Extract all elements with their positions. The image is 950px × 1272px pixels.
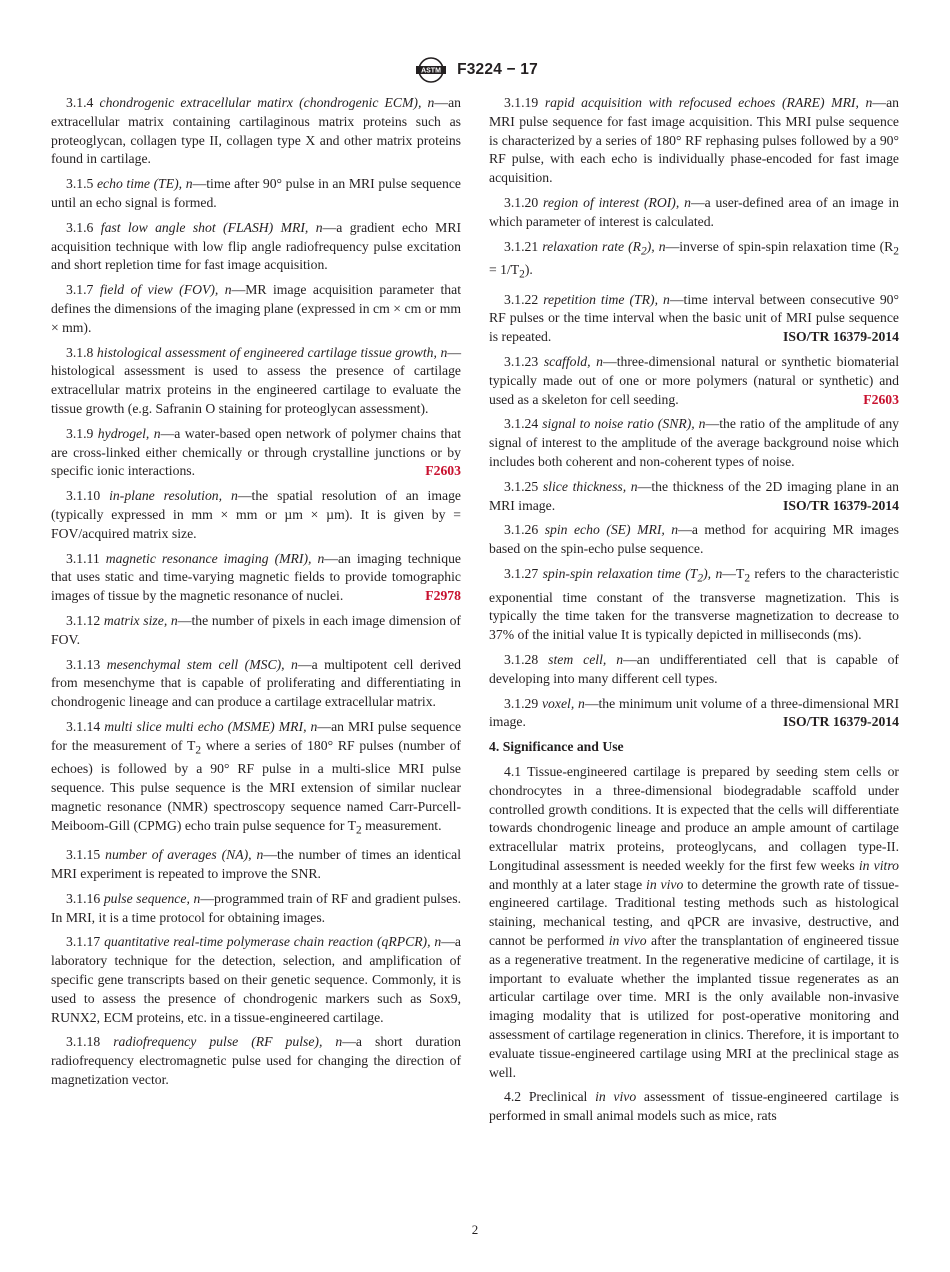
definition-3-1-5: 3.1.5 echo time (TE), n—time after 90° pulse in an MRI pulse sequence until an echo signal is formed. (51, 176, 461, 210)
definition-3-1-7: 3.1.7 field of view (FOV), n—MR image acquisition parameter that defines the dimensions of the imaging plane (expressed in cm × cm or mm × mm). (51, 282, 462, 335)
definition-3-1-15: 3.1.15 number of averages (NA), n—the number of times an identical MRI experiment is repeated to improve the SNR. (51, 847, 461, 881)
standard-reference: F2603 (863, 391, 899, 407)
definition-3-1-10: 3.1.10 in-plane resolution, n—the spatial resolution of an image (typically expressed in mm × mm or µm × µm). It is given by = FOV/acquired matrix size. (51, 488, 461, 541)
logo-text: ASTM (421, 67, 441, 75)
definition-3-1-11: 3.1.11 magnetic resonance imaging (MRI), n—an imaging technique that uses static and time-varying magnetic fields to provide tomographic images of tissue by the magnetic resonance of nuclei. F2978 (51, 550, 461, 606)
definition-3-1-28: 3.1.28 stem cell, n—an undifferentiated cell that is capable of developing into many different cell types. (489, 651, 899, 686)
document-id: F3224 − 17 (457, 61, 538, 78)
standard-reference: F2978 (425, 588, 461, 604)
definition-3-1-18: 3.1.18 radiofrequency pulse (RF pulse), n—a short duration radiofrequency electromagnetic pulse used for changing the direction of magnetization vector. (51, 1034, 461, 1087)
page-header (0, 57, 950, 83)
astm-logo-icon (412, 57, 450, 83)
definition-3-1-4: 3.1.4 chondrogenic extracellular matirx (chondrogenic ECM), n—an extracellular matrix containing cartilaginous matrix proteins such as proteoglycan, collagen type II, collagen type X and other matrix proteins found in cartilage. (51, 95, 462, 167)
definition-3-1-12: 3.1.12 matrix size, n—the number of pixels in each image dimension of FOV. (51, 612, 461, 647)
standard-reference: ISO/TR 16379-2014 (783, 329, 899, 345)
definition-3-1-23: 3.1.23 scaffold, n—three-dimensional natural or synthetic biomaterial typically made out of one or more polymers (natural or synthetic) and used as a skeleton for cell seeding. F2603 (489, 353, 899, 409)
definition-3-1-6: 3.1.6 fast low angle shot (FLASH) MRI, n—a gradient echo MRI acquisition technique with low flip angle radiofrequency pulse excitation and short repletion time for fast image acquisition. (51, 219, 462, 273)
definition-3-1-29: 3.1.29 voxel, n—the minimum unit volume of a three-dimensional MRI image. ISO/TR 16379-2014 (489, 695, 899, 733)
left-column (51, 94, 461, 1096)
definition-3-1-25: 3.1.25 slice thickness, n—the thickness of the 2D imaging plane in an MRI image. ISO/TR 16379-2014 (489, 478, 899, 516)
definition-3-1-9: 3.1.9 hydrogel, n—a water-based open network of polymer chains that are cross-linked either chemically or through crystalline junctions or by specific ionic interactions. F2603 (51, 425, 461, 481)
definition-3-1-22: 3.1.22 repetition time (TR), n—time interval between consecutive 90° RF pulses or the time interval when the basic unit of MRI pulse sequence is repeated. ISO/TR 16379-2014 (489, 291, 899, 347)
right-column (489, 94, 899, 1132)
definition-3-1-13: 3.1.13 mesenchymal stem cell (MSC), n—a multipotent cell derived from mesenchyme that is capable of proliferating and differentiating in chondrogenic lineage and can produce a cartilage extracellular matrix. (51, 656, 461, 710)
section-heading: 4. Significance and Use (489, 739, 624, 755)
definition-3-1-16: 3.1.16 pulse sequence, n—programmed train of RF and gradient pulses. In MRI, it is a time protocol for obtaining images. (51, 890, 461, 925)
page-number: 2 (471, 1222, 479, 1237)
definition-3-1-26: 3.1.26 spin echo (SE) MRI, n—a method for acquiring MR images based on the spin-echo pulse sequence. (489, 522, 899, 557)
definition-3-1-27: 3.1.27 spin-spin relaxation time $(T_2)$, $n—T_2$ refers to the characteristic exponential time constant of the transverse magnetization. This is typically the time taken for the transverse magnetization to decrease to 37% of the initial value It is typically depicted in milliseconds (ms). (489, 566, 900, 643)
standard-reference: ISO/TR 16379-2014 (783, 714, 899, 730)
paragraph-4-2: 4.2 Preclinical in vivo assessment of tissue-engineered cartilage is performed in small animal models such as mice, rats (489, 1089, 899, 1124)
standard-reference: ISO/TR 16379-2014 (783, 497, 899, 513)
standard-reference: F2603 (425, 463, 461, 479)
definition-3-1-24: 3.1.24 signal to noise ratio (SNR), n—the ratio of the amplitude of any signal of interest to the amplitude of the average background noise which includes both coherent and non-coherent types of noise. (489, 416, 900, 470)
paragraph-4-1: 4.1 Tissue-engineered cartilage is prepared by seeding stem cells or chondrocytes in a three-dimensional biodegradable scaffold under controlled growth conditions. It is expected that the cells will differentiate towards chondrogenic lineage and produce an ample amount of cartilage extracellular matrix proteins, proteoglycans, and collagen type-II. Longitudinal assessment is needed weekly for the first few weeks in vitro and monthly at a later stage in vivo to determine the growth rate of tissue-engineered cartilage. Traditional testing methods such as histological staining, mechanical testing, and qPCR are invasive, destructive, and cannot be performed in vivo after the transplantation of engineered tissue as a regenerative treatment. In the regenerative medicine of cartilage, it is important to evaluate whether the implanted tissue regenerates as an articular cartilage over time. MRI is the only available non-invasive imaging modality that is utilized for post-operative monitoring and assessment of cartilage regeneration in clinics. Therefore, it is important to evaluate tissue-engineered cartilage using MRI at the preclinical stage as well. (489, 763, 899, 1080)
definition-3-1-8: 3.1.8 histological assessment of engineered cartilage tissue growth, n—histological assessment is used to assess the presence of cartilage extracellular matrix proteins in the engineered cartilage to evaluate the tissue growth (e.g. Safranin O staining for proteoglycan assessment). (51, 344, 461, 416)
definition-3-1-14: 3.1.14 multi slice multi echo (MSME) MRI, n—an MRI pulse sequence for the measurement of $T_2$ where a series of 180° RF pulses (number of echoes) is followed by a 90° RF pulse in a multi-slice MRI pulse sequence. This pulse sequence is the MRI extension of similar nuclear magnetic resonance (NMR) spectroscopy sequence named Carr-Purcell-Meiboom-Gill (CPMG) echo train pulse sequence for $T_2$ measurement. (51, 718, 462, 837)
definition-3-1-20: 3.1.20 region of interest (ROI), n—a user-defined area of an image in which parameter of interest is calculated. (489, 194, 900, 229)
definition-3-1-21: 3.1.21 relaxation rate $(R_2)$, n—inverse of spin-spin relaxation time $(R_2 = 1/T_2)$. (489, 238, 899, 281)
definition-3-1-19: 3.1.19 rapid acquisition with refocused echoes (RARE) MRI, n—an MRI pulse sequence for fast image acquisition. This MRI pulse sequence is characterized by a series of 180° RF rephasing pulses followed by a 90° RF pulse, with each echo is individually phase-encoded for fast image acquisition. (489, 95, 899, 186)
definition-3-1-17: 3.1.17 quantitative real-time polymerase chain reaction (qRPCR), n—a laboratory technique for the detection, selection, and amplification of specific gene transcripts based on their genetic sequence. Commonly, it is used to assess the presence of chondrogenic markers such as Sox9, RUNX2, ECM proteins, etc. in a tissue-engineered cartilage. (51, 934, 461, 1025)
